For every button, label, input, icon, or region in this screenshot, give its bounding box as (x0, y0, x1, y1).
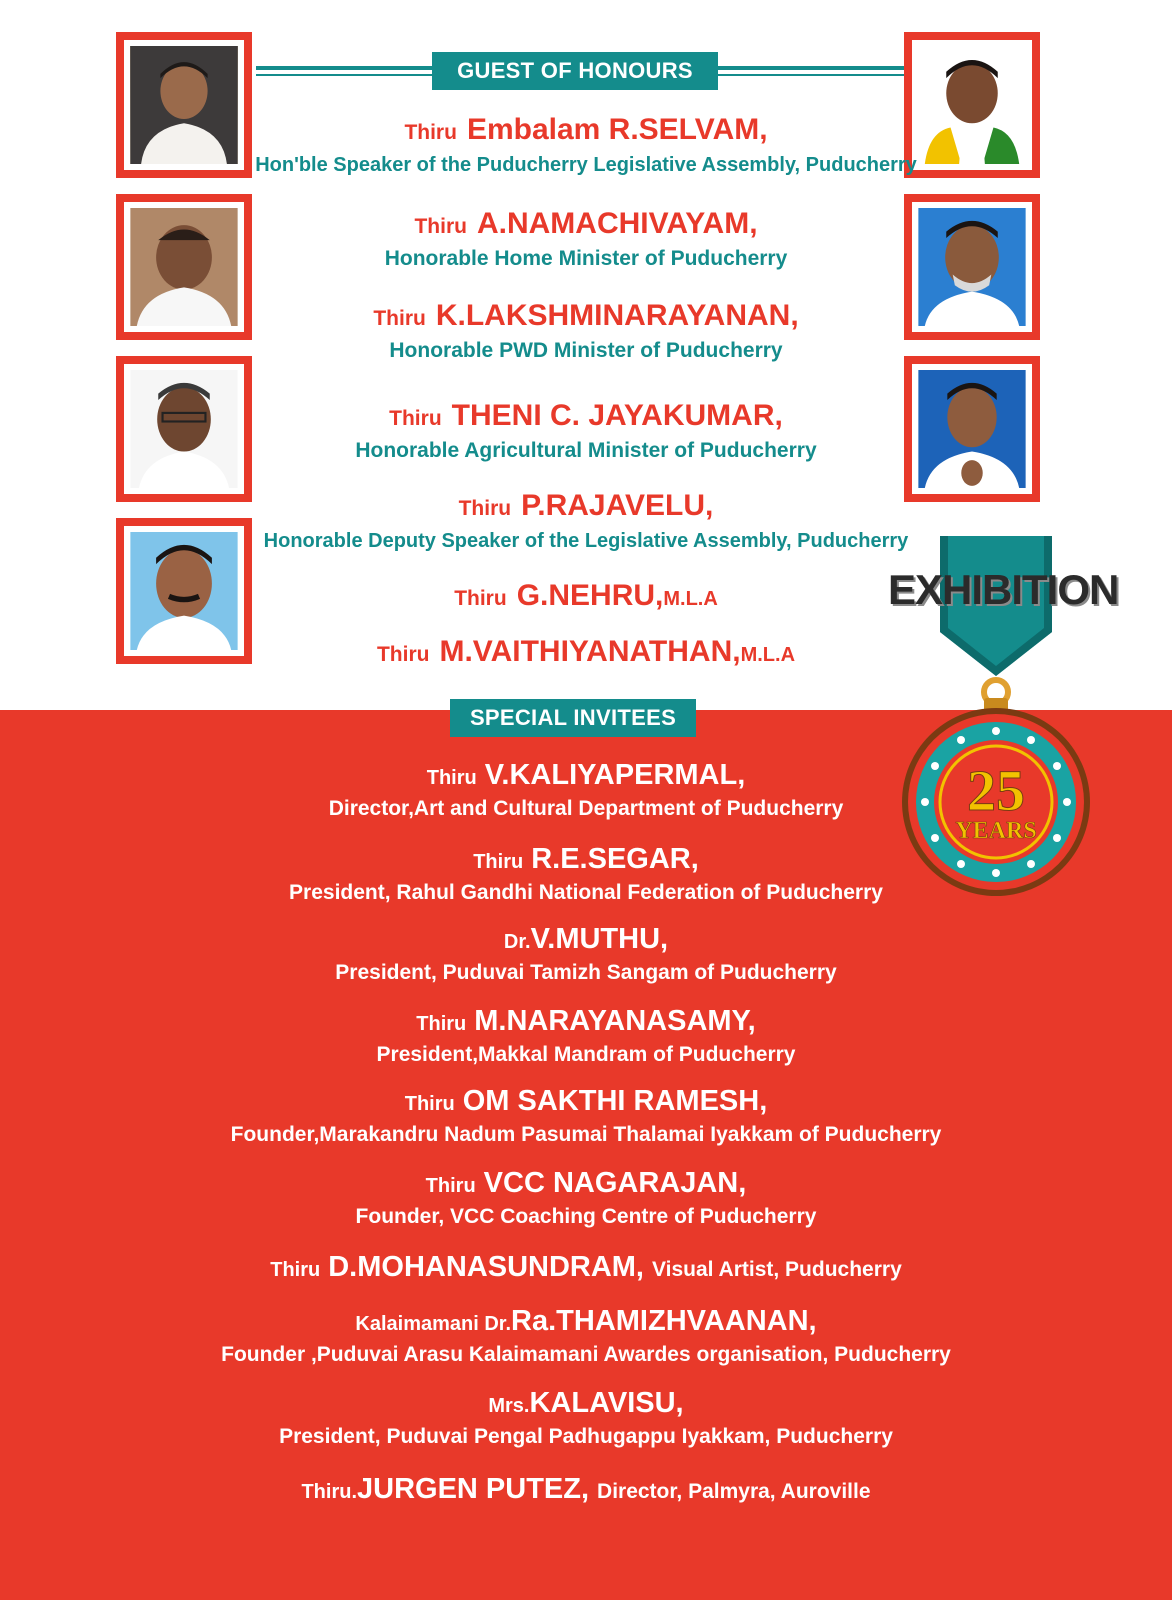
guest-name-line (0, 398, 1172, 437)
invitee-entry-4 (0, 1004, 1172, 1069)
invitee-name: M.NARAYANASAMY, (474, 1005, 756, 1037)
name-prefix: Kalaimamani Dr. (355, 1313, 512, 1335)
name-prefix: Thiru (389, 407, 442, 430)
invitee-name: R.E.SEGAR, (531, 843, 699, 875)
guest-of-honours-heading: GUEST OF HONOURS (432, 52, 718, 90)
invitee-name: JURGEN PUTEZ, (357, 1473, 590, 1505)
name-prefix: Thiru. (301, 1481, 357, 1503)
invitee-role: President,Makkal Mandram of Puducherry (376, 1043, 796, 1066)
name-prefix: Thiru (414, 215, 467, 238)
name-suffix: M.L.A (663, 588, 718, 610)
invitee-name-line (0, 1084, 1172, 1121)
invitee-name-line (0, 1166, 1172, 1203)
guest-name: Embalam R.SELVAM, (466, 113, 768, 146)
name-prefix: Thiru (458, 497, 512, 520)
guest-role: Hon'ble Speaker of the Puducherry Legislative Assembly, Puducherry (255, 154, 917, 176)
invitee-role: President, Puduvai Pengal Padhugappu Iyakkam, Puducherry (279, 1425, 893, 1448)
guest-name: K.LAKSHMINARAYANAN, (435, 299, 799, 332)
invitee-name-line (0, 1304, 1172, 1341)
guest-role: Honorable PWD Minister of Puducherry (389, 339, 783, 362)
invitee-name: V.KALIYAPERMAL, (484, 759, 746, 791)
heading-rule-right (716, 66, 904, 70)
invitee-entry-6 (0, 1166, 1172, 1231)
heading-rule-left-thin (256, 74, 436, 76)
name-prefix: Thiru (404, 1093, 455, 1115)
guest-role: Honorable Deputy Speaker of the Legislative Assembly, Puducherry (263, 530, 909, 552)
special-invitees-heading: SPECIAL INVITEES (450, 699, 696, 737)
guest-entry-1 (0, 112, 1172, 179)
name-prefix: Thiru (454, 587, 507, 610)
invitee-name-line (0, 922, 1172, 959)
invitee-role: President, Puduvai Tamizh Sangam of Puducherry (335, 961, 837, 984)
name-prefix: Thiru (473, 851, 524, 873)
invitee-name: KALAVISU, (529, 1387, 684, 1419)
invitee-entry-5 (0, 1084, 1172, 1149)
invitee-inline-role: Director, Palmyra, Auroville (597, 1480, 871, 1503)
invitee-role: Director,Art and Cultural Department of Puducherry (328, 797, 844, 820)
exhibition-ribbon-label: EXHIBITION (888, 566, 1119, 613)
invitee-name: VCC NAGARAJAN, (483, 1167, 747, 1199)
guest-name-line (0, 112, 1172, 151)
name-prefix: Thiru (426, 767, 477, 789)
heading-rule-right-thin (716, 74, 904, 76)
name-prefix: Thiru (376, 643, 430, 666)
invitee-name: OM SAKTHI RAMESH, (462, 1085, 768, 1117)
guest-entry-3 (0, 298, 1172, 365)
invitee-role: Founder ,Puduvai Arasu Kalaimamani Awardes organisation, Puducherry (221, 1343, 951, 1366)
name-prefix: Mrs. (488, 1395, 530, 1417)
name-prefix: Thiru (416, 1013, 467, 1035)
invitee-entry-7 (0, 1250, 1172, 1287)
guest-entry-4 (0, 398, 1172, 465)
guest-name: M.VAITHIYANATHAN, (439, 635, 741, 668)
medal-number: 25 (967, 758, 1025, 823)
invitee-entry-9 (0, 1386, 1172, 1451)
invitee-entry-3 (0, 922, 1172, 987)
invitee-entry-8 (0, 1304, 1172, 1369)
invitee-entry-10 (0, 1472, 1172, 1509)
invitee-name-line (0, 1250, 1172, 1287)
guest-name-line (0, 488, 1172, 527)
guest-role: Honorable Agricultural Minister of Puducherry (355, 439, 817, 462)
invitee-name-line (0, 1004, 1172, 1041)
invitee-name: V.MUTHU, (530, 923, 669, 955)
guest-name: P.RAJAVELU, (521, 489, 714, 522)
invitee-inline-role: Visual Artist, Puducherry (652, 1258, 902, 1281)
anniversary-medal-icon (898, 672, 1094, 898)
name-prefix: Thiru (373, 307, 426, 330)
guest-name: A.NAMACHIVAYAM, (476, 207, 758, 240)
invitee-name: Ra.THAMIZHVAANAN, (511, 1305, 817, 1337)
guest-name-line (0, 206, 1172, 245)
invitee-role: President, Rahul Gandhi National Federation of Puducherry (289, 881, 883, 904)
guest-name-line (0, 298, 1172, 337)
invitee-role: Founder, VCC Coaching Centre of Puducherry (355, 1205, 817, 1228)
invitee-name-line (0, 1472, 1172, 1509)
guest-role: Honorable Home Minister of Puducherry (384, 247, 788, 270)
guest-name: THENI C. JAYAKUMAR, (451, 399, 783, 432)
name-prefix: Thiru (270, 1259, 321, 1281)
guest-entry-2 (0, 206, 1172, 273)
invitee-role: Founder,Marakandru Nadum Pasumai Thalamai Iyakkam of Puducherry (230, 1123, 942, 1146)
name-prefix: Thiru (425, 1175, 476, 1197)
guest-name: G.NEHRU, (516, 579, 664, 612)
invitee-name: D.MOHANASUNDRAM, (328, 1251, 644, 1283)
name-prefix: Thiru (404, 121, 457, 144)
invitee-name-line (0, 1386, 1172, 1423)
heading-rule-left (256, 66, 436, 70)
name-prefix: Dr. (503, 931, 531, 953)
name-suffix: M.L.A (740, 644, 796, 666)
medal-unit: YEARS (955, 818, 1037, 844)
